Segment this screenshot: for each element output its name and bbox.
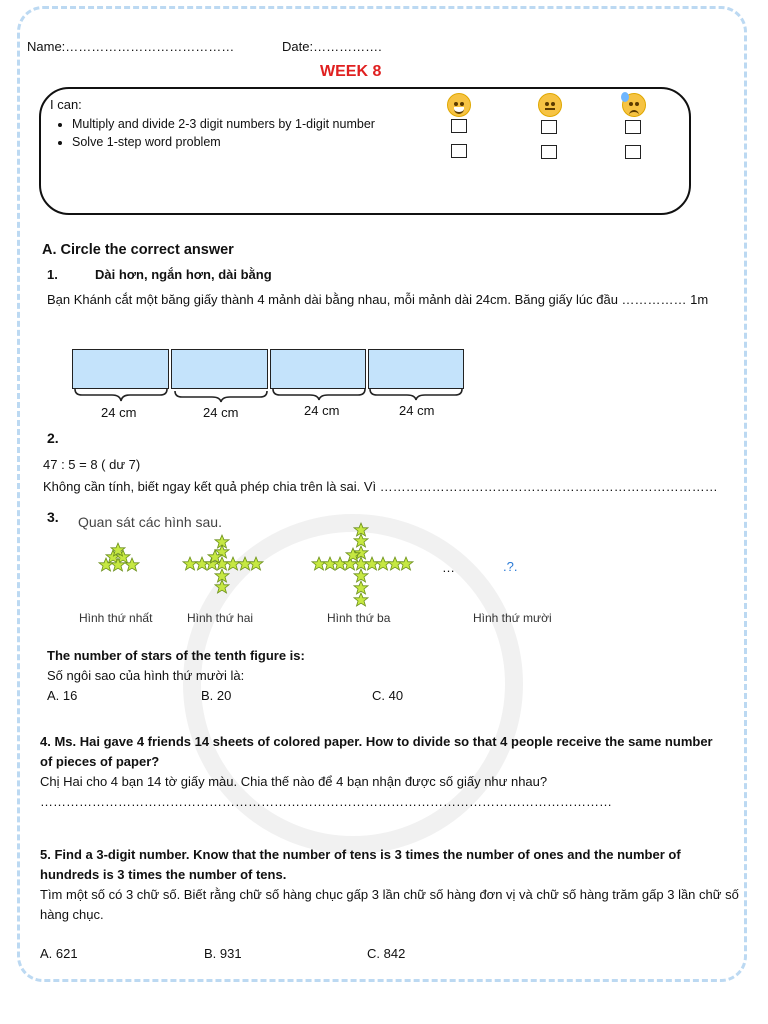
q4-question-vi: Chị Hai cho 4 bạn 14 tờ giấy màu. Chia thế nào để 4 bạn nhận được số giấy như nhau? (40, 774, 548, 789)
q5-choice[interactable]: C. 842 (367, 946, 406, 961)
q3-choice[interactable]: A. 16 (47, 688, 78, 703)
section-a-title: A. Circle the correct answer (42, 242, 234, 258)
figure-2-stars (183, 535, 263, 593)
q4-answer-line[interactable]: …………………………………………………………………………………………………………………… (40, 794, 612, 809)
figure-label: Hình thứ ba (327, 611, 391, 625)
q2-text: Không cần tính, biết ngay kết quả phép chia trên là sai. Vì …………………………………………………………………… (43, 479, 718, 494)
q1-text: Bạn Khánh cắt một băng giấy thành 4 mảnh dài bằng nhau, mỗi mảnh dài 24cm. Băng giấy lúc đầu …………… 1m (47, 292, 709, 307)
goals-list (54, 115, 375, 151)
goals-box (39, 87, 691, 215)
q3-prompt: Quan sát các hình sau. (78, 514, 222, 530)
star-pattern (90, 520, 530, 610)
segment-label: 24 cm (304, 403, 340, 418)
q3-question-en: The number of stars of the tenth figure is: (47, 648, 305, 663)
paper-strip-segment (270, 349, 366, 389)
figure-1-stars (99, 543, 139, 571)
q3-question-vi: Số ngôi sao của hình thứ mười là: (47, 668, 245, 683)
q4-question-line1: 4. Ms. Hai gave 4 friends 14 sheets of colored paper. How to divide so that 4 people receive the same number (40, 734, 713, 749)
segment-label: 24 cm (399, 403, 435, 418)
q5-choice[interactable]: B. 931 (204, 946, 242, 961)
neutral-face-icon (538, 93, 562, 117)
q5-choice[interactable]: A. 621 (40, 946, 78, 961)
figure-label: Hình thứ nhất (79, 611, 153, 625)
figure-label: Hình thứ mười (473, 611, 552, 625)
segment-label: 24 cm (203, 405, 239, 420)
q5-question-line2: hundreds is 3 times the number of tens. (40, 867, 287, 882)
paper-strip-segment (171, 349, 268, 389)
grinning-face-icon (447, 93, 471, 117)
checkbox-goal1-sweat[interactable] (625, 120, 641, 134)
figure-label: Hình thứ hai (187, 611, 254, 625)
checkbox-goal1-happy[interactable] (451, 119, 467, 133)
sweat-face-icon (622, 93, 646, 117)
q3-ellipsis: … (442, 560, 455, 575)
q3-choice[interactable]: C. 40 (372, 688, 404, 703)
q2-number: 2. (47, 430, 59, 446)
page-title: WEEK 8 (320, 63, 382, 80)
q1-options: Dài hơn, ngắn hơn, dài bằng (95, 267, 272, 282)
paper-strip-segment (368, 349, 464, 389)
q3-number: 3. (47, 509, 59, 525)
goal-item: • Solve 1-step word problem (72, 133, 375, 151)
name-label: Name:………………………………… (27, 39, 235, 54)
q1-number: 1. (47, 267, 58, 282)
q5-question-vi2: hàng chục. (40, 907, 104, 922)
goal-item: • Multiply and divide 2-3 digit numbers by 1-digit number (72, 115, 375, 133)
q5-question-line1: 5. Find a 3-digit number. Know that the number of tens is 3 times the number of ones and the number of (40, 847, 681, 862)
paper-strip-segment (72, 349, 169, 389)
goals-intro: I can: (50, 97, 82, 112)
checkbox-goal2-neutral[interactable] (541, 145, 557, 159)
q3-choice[interactable]: B. 20 (201, 688, 232, 703)
segment-label: 24 cm (101, 405, 137, 420)
checkbox-goal2-happy[interactable] (451, 144, 467, 158)
q3-unknown: .?. (503, 559, 518, 574)
segment-braces (72, 387, 467, 403)
q4-question-line2: of pieces of paper? (40, 754, 160, 769)
figure-3-stars (312, 523, 413, 606)
date-label: Date:……………. (282, 39, 382, 54)
q5-question-vi1: Tìm một số có 3 chữ số. Biết rằng chữ số hàng chục gấp 3 lần chữ số hàng đơn vị và chữ số hàng trăm gấp 3 lần chữ số (40, 887, 739, 902)
checkbox-goal2-sweat[interactable] (625, 145, 641, 159)
q2-equation: 47 : 5 = 8 ( dư 7) (43, 457, 141, 472)
checkbox-goal1-neutral[interactable] (541, 120, 557, 134)
